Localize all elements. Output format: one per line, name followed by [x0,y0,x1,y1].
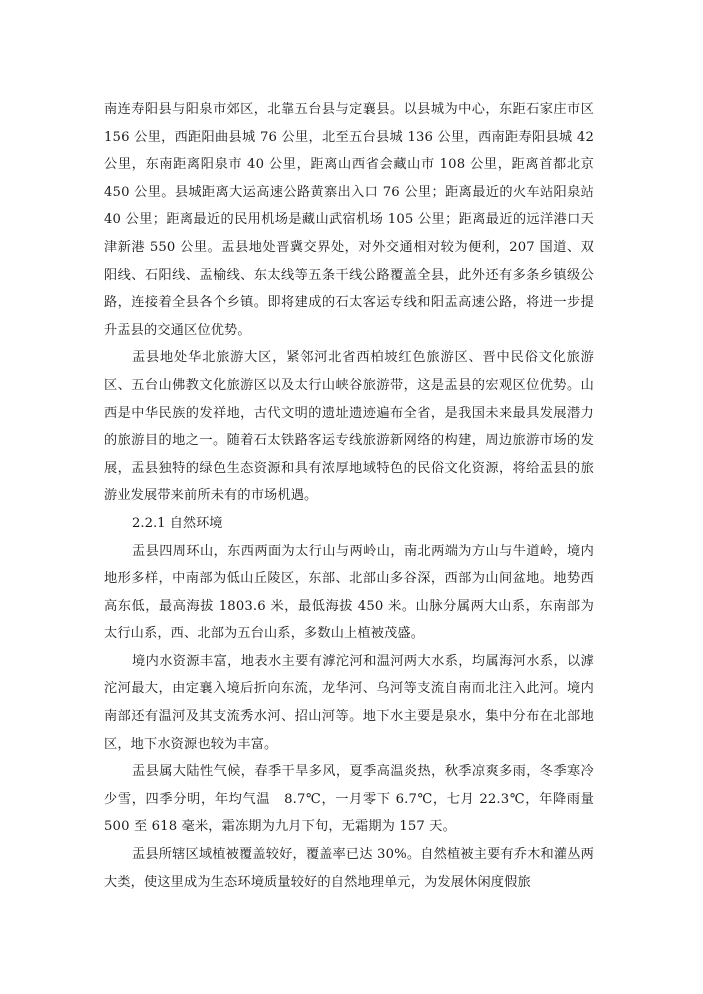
tourism-paragraph: 盂县地处华北旅游大区，紧邻河北省西柏坡红色旅游区、晋中民俗文化旅游区、五台山佛教文化旅游区以及太行山峡谷旅游带，这是盂县的宏观区位优势。山西是中华民族的发祥地，古代文明的遗址遗迹遍布全省，是我国未来最具发展潜力的旅游目的地之一。随着石太铁路客运专线旅游新网络的构建，周边旅游市场的发展，盂县独特的绿色生态资源和具有浓厚地域特色的民俗文化资源，将给盂县的旅游业发展带来前所未有的市场机遇。 [104,350,594,504]
location-paragraph: 南连寿阳县与阳泉市郊区，北靠五台县与定襄县。以县城为中心，东距石家庄市区 156 公里，西距阳曲县城 76 公里，北至五台县城 136 公里，西南距寿阳县城 42 公里，东南距离阳泉市 40 公里，距离山西省会藏山市 108 公里，距离首都北京 450 公里。县城距离大运高速公路黄寨出入口 76 公里；距离最近的火车站阳泉站 40 公里；距离最近的民用机场是藏山武宿机场 105 公里；距离最近的远洋港口天津新港 550 公里。盂县地处晋冀交界处，对外交通相对较为便利，207 国道、双阳线、石阳线、盂榆线、东太线等五条干线公路覆盖全县，此外还有多条乡镇级公路，连接着全县各个乡镇。即将建成的石太客运专线和阳盂高速公路，将进一步提升盂县的交通区位优势。 [104,102,594,338]
section-heading: 2.2.1 自然环境 [132,515,223,531]
vegetation-paragraph: 盂县所辖区域植被覆盖较好，覆盖率已达 30%。自然植被主要有乔木和灌丛两大类，使这里成为生态环境质量较好的自然地理单元，为发展休闲度假旅 [104,847,594,890]
document-body [104,96,594,896]
terrain-paragraph: 盂县四周环山，东西两面为太行山与两岭山，南北两端为方山与牛道岭，境内地形多样，中南部为低山丘陵区，东部、北部山多谷深，西部为山间盆地。地势西高东低，最高海拔 1803.6 米，最低海拔 450 米。山脉分属两大山系，东南部为太行山系，西、北部为五台山系，多数山上植被茂盛。 [104,543,594,642]
water-paragraph: 境内水资源丰富，地表水主要有滹沱河和温河两大水系，均属海河水系，以滹沱河最大，由定襄入境后折向东流，龙华河、乌河等支流自南而北注入此河。境内南部还有温河及其支流秀水河、招山河等。地下水主要是泉水，集中分布在北部地区，地下水资源也较为丰富。 [104,653,594,752]
climate-paragraph: 盂县属大陆性气候，春季干旱多风，夏季高温炎热，秋季凉爽多雨，冬季寒冷少雪，四季分明，年均气温 8.7℃，一月零下 6.7℃，七月 22.3℃，年降雨量 500 至 618 毫米，霜冻期为九月下旬，无霜期为 157 天。 [104,764,594,835]
